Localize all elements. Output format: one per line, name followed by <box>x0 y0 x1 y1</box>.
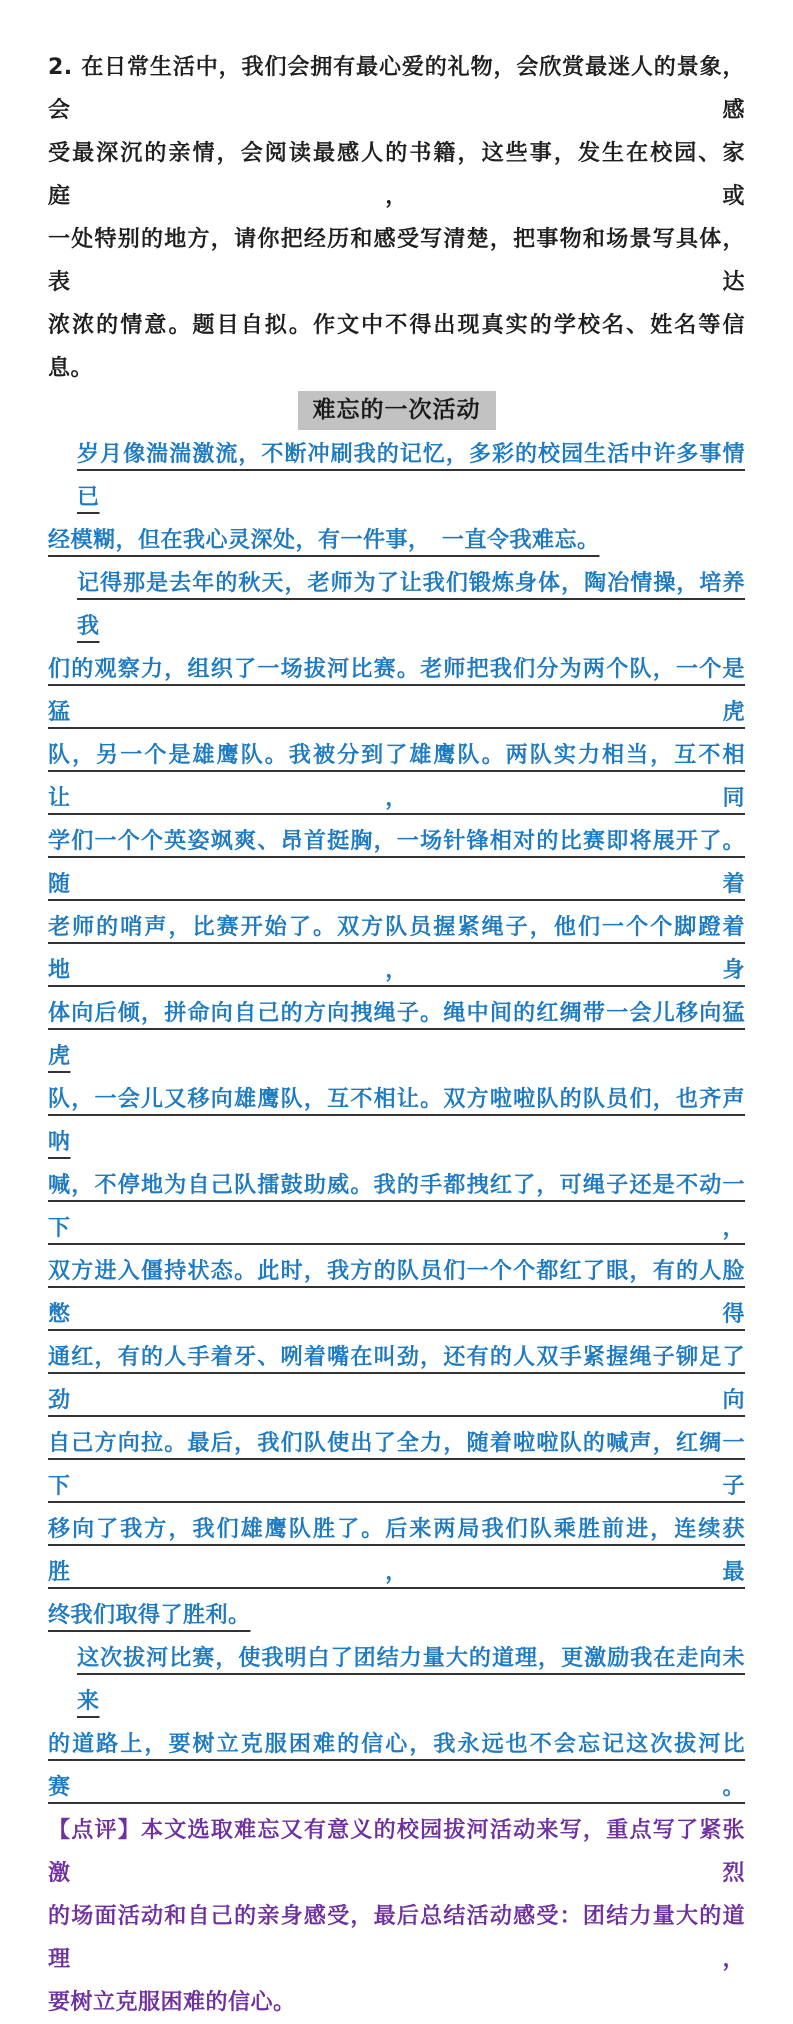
text-line: 喊，不停地为自己队擂鼓助威。我的手都拽红了，可绳子还是不动一下， <box>48 1173 745 1241</box>
text-line: 受最深沉的亲情，会阅读最感人的书籍，这些事，发生在校园、家庭，或 <box>48 141 745 209</box>
essay-paragraph-conclusion <box>48 1637 745 1809</box>
text-line: 2. 在日常生活中，我们会拥有最心爱的礼物，会欣赏最迷人的景象，会感 <box>48 55 745 123</box>
text-line: 要树立克服困难的信心。 <box>48 1990 296 2015</box>
essay-title-row <box>48 391 745 430</box>
text-line: 【点评】本文选取难忘又有意义的校园拔河活动来写，重点写了紧张激烈 <box>48 1818 745 1886</box>
text-line: 们的观察力，组织了一场拔河比赛。老师把我们分为两个队，一个是猛虎 <box>48 657 745 725</box>
text-line: 学们一个个英姿飒爽、昂首挺胸，一场针锋相对的比赛即将展开了。随着 <box>48 829 745 897</box>
text-line: 老师的哨声，比赛开始了。双方队员握紧绳子，他们一个个脚蹬着地，身 <box>48 915 745 983</box>
text-line: 经模糊，但在我心灵深处，有一件事， 一直令我难忘。 <box>48 528 600 553</box>
text-line: 的场面活动和自己的亲身感受，最后总结活动感受：团结力量大的道理， <box>48 1904 745 1972</box>
essay-paragraph-body <box>48 562 745 1637</box>
text-line: 记得那是去年的秋天，老师为了让我们锻炼身体，陶冶情操，培养我 <box>77 571 745 639</box>
text-line: 的道路上，要树立克服困难的信心，我永远也不会忘记这次拔河比赛。 <box>48 1732 745 1800</box>
text-line: 移向了我方，我们雄鹰队胜了。后来两局我们队乘胜前进，连续获胜，最 <box>48 1517 745 1585</box>
essay-paragraph-intro <box>48 433 745 562</box>
text-line: 队，另一个是雄鹰队。我被分到了雄鹰队。两队实力相当，互不相让，同 <box>48 743 745 811</box>
comment-paragraph <box>48 1809 745 2024</box>
text-line: 队，一会儿又移向雄鹰队，互不相让。双方啦啦队的队员们，也齐声呐 <box>48 1087 745 1155</box>
text-line: 一处特别的地方，请你把经历和感受写清楚，把事物和场景写具体，表达 <box>48 227 745 295</box>
page-title: 难忘的一次活动 <box>298 391 496 430</box>
prompt-paragraph <box>48 46 745 390</box>
text-line: 终我们取得了胜利。 <box>48 1603 251 1628</box>
text-line: 这次拔河比赛，使我明白了团结力量大的道理，更激励我在走向未来 <box>77 1646 745 1714</box>
text-line: 岁月像湍湍激流，不断冲刷我的记忆，多彩的校园生活中许多事情已 <box>77 442 745 510</box>
text-line: 浓浓的情意。题目自拟。作文中不得出现真实的学校名、姓名等信息。 <box>48 313 745 381</box>
text-line: 通红，有的人手着牙、咧着嘴在叫劲，还有的人双手紧握绳子铆足了劲向 <box>48 1345 745 1413</box>
text-line: 双方进入僵持状态。此时，我方的队员们一个个都红了眼，有的人脸憋得 <box>48 1259 745 1327</box>
text-line: 自己方向拉。最后，我们队使出了全力，随着啦啦队的喊声，红绸一下子 <box>48 1431 745 1499</box>
text-line: 体向后倾，拼命向自己的方向拽绳子。绳中间的红绸带一会儿移向猛虎 <box>48 1001 745 1069</box>
